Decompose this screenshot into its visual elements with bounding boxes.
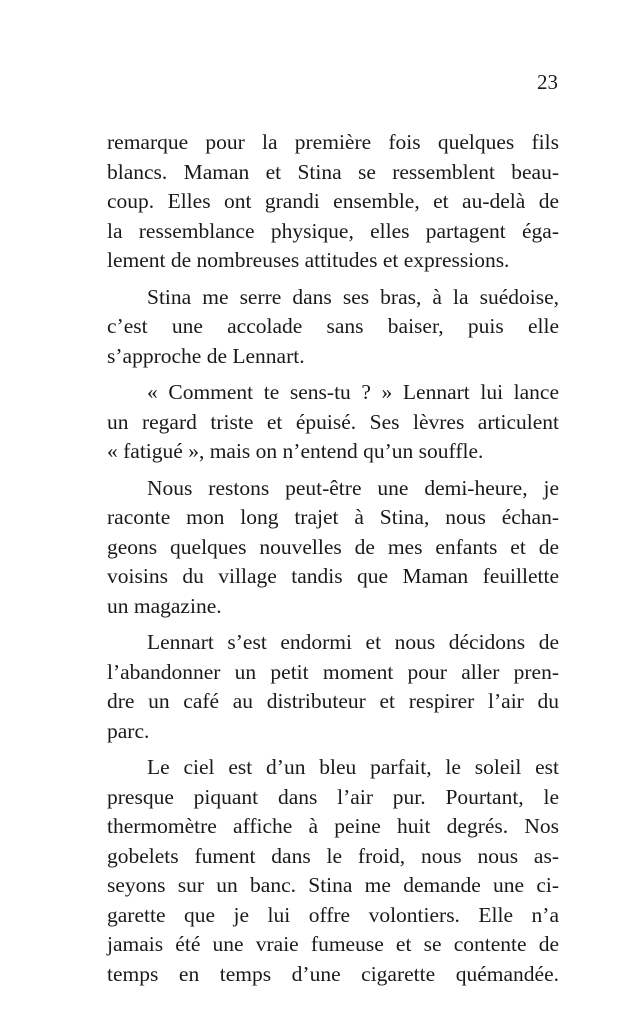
text-line: geons quelques nouvelles de mes enfants et de — [107, 534, 559, 559]
text-line: lement de nombreuses attitudes et expressions. — [107, 248, 510, 272]
text-line: jamais été une vraie fumeuse et se contente de — [107, 932, 559, 956]
text-line: gobelets fument dans le froid, nous nous as- — [107, 843, 559, 868]
text-line: presque piquant dans l’air pur. Pourtant, le — [107, 784, 559, 809]
paragraph — [107, 474, 559, 622]
text-line: Nous restons peut-être une demi-heure, je — [147, 475, 559, 500]
paragraph — [107, 378, 559, 467]
text-line: blancs. Maman et Stina se ressemblent beau- — [107, 159, 559, 184]
text-line: dre un café au distributeur et respirer l’air du — [107, 689, 559, 713]
text-line: parc. — [107, 718, 150, 743]
text-line: seyons sur un banc. Stina me demande une ci- — [107, 873, 559, 897]
text-line: Stina me serre dans ses bras, à la suédoise, — [147, 284, 559, 309]
paragraph — [107, 283, 559, 372]
text-line: Le ciel est d’un bleu parfait, le soleil est — [147, 755, 559, 779]
text-line: un regard triste et épuisé. Ses lèvres articulent — [107, 409, 559, 434]
text-line: temps en temps d’une cigarette quémandée. — [107, 961, 559, 986]
text-line: thermomètre affiche à peine huit degrés. Nos — [107, 814, 559, 838]
text-line: coup. Elles ont grandi ensemble, et au-delà de — [107, 189, 559, 213]
text-line: un magazine. — [107, 593, 222, 618]
text-line: la ressemblance physique, elles partagent éga- — [107, 218, 559, 243]
text-line: s’approche de Lennart. — [107, 343, 305, 368]
text-line: « Comment te sens-tu ? » Lennart lui lance — [147, 380, 559, 404]
page-number: 23 — [537, 70, 558, 94]
text-line: voisins du village tandis que Maman feuillette — [107, 564, 559, 588]
text-line: c’est une accolade sans baiser, puis elle — [107, 314, 559, 338]
text-line: l’abandonner un petit moment pour aller pren- — [107, 659, 559, 684]
paragraph — [107, 128, 559, 276]
body-text — [107, 128, 559, 989]
text-line: garette que je lui offre volontiers. Elle n’a — [107, 902, 559, 927]
text-line: remarque pour la première fois quelques fils — [107, 130, 559, 154]
paragraph — [107, 753, 559, 989]
text-line: « fatigué », mais on n’entend qu’un souffle. — [107, 439, 484, 463]
text-line: Lennart s’est endormi et nous décidons de — [147, 630, 559, 654]
paragraph — [107, 628, 559, 746]
text-line: raconte mon long trajet à Stina, nous échan- — [107, 505, 559, 529]
